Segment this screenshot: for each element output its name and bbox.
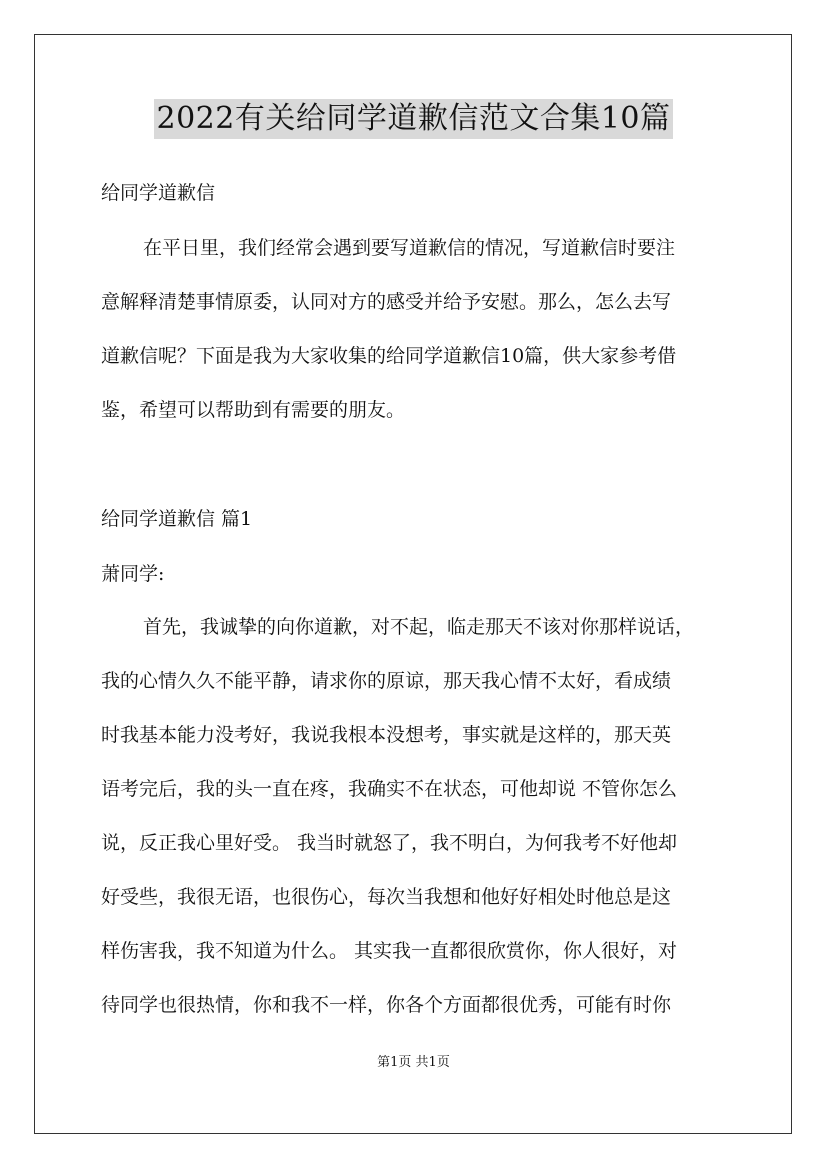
heading-apology-letter: 给同学道歉信 — [101, 182, 216, 204]
body-line: 说，反正我心里好受。 我当时就怒了，我不明白，为何我考不好他却 — [101, 832, 678, 854]
section-heading: 给同学道歉信 篇1 — [101, 508, 253, 530]
body-line: 时我基本能力没考好，我说我根本没想考，事实就是这样的，那天英 — [101, 724, 672, 746]
intro-line: 意解释清楚事情原委，认同对方的感受并给予安慰。那么，怎么去写 — [101, 291, 672, 313]
body-line: 好受些，我很无语，也很伤心，每次当我想和他好好相处时他总是这 — [101, 886, 672, 908]
intro-line: 鉴，希望可以帮助到有需要的朋友。 — [101, 399, 406, 421]
body-line: 我的心情久久不能平静，请求你的原谅，那天我心情不太好，看成绩 — [101, 670, 672, 692]
body-line: 样伤害我，我不知道为什么。 其实我一直都很欣赏你，你人很好，对 — [101, 940, 678, 962]
body-line: 待同学也很热情，你和我不一样，你各个方面都很优秀，可能有时你 — [101, 994, 672, 1016]
body-line: 首先，我诚挚的向你道歉，对不起，临走那天不该对你那样说话， — [143, 616, 695, 638]
intro-line: 道歉信呢？下面是我为大家收集的给同学道歉信10篇，供大家参考借 — [101, 345, 677, 367]
title-container — [0, 99, 827, 139]
document-title: 2022有关给同学道歉信范文合集10篇 — [154, 99, 672, 139]
body-line: 语考完后，我的头一直在疼，我确实不在状态，可他却说 不管你怎么 — [101, 778, 678, 800]
intro-line: 在平日里，我们经常会遇到要写道歉信的情况，写道歉信时要注 — [143, 237, 676, 259]
page-number-footer: 第1页 共1页 — [377, 1055, 450, 1070]
salutation: 萧同学: — [101, 563, 165, 585]
